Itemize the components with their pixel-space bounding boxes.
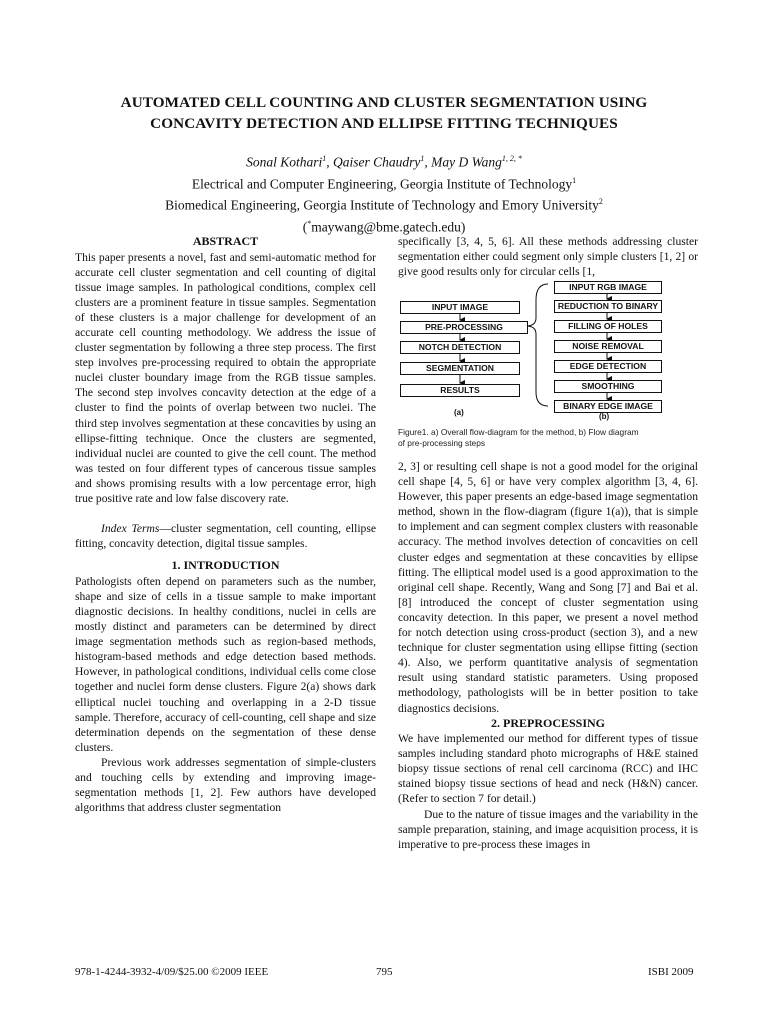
author-1: Sonal Kothari — [246, 154, 323, 170]
abstract-heading: ABSTRACT — [192, 234, 259, 248]
paper-title — [60, 92, 708, 134]
flow-box-input-image: INPUT IMAGE — [400, 301, 520, 314]
right-column-top-text: specifically [3, 4, 5, 6]. All these methods addressing cluster segmentation either could segment only simple clusters [1, 2] or give good results only for circular cells [1, — [398, 235, 698, 279]
flow-box-filling-of-holes: FILLING OF HOLES — [554, 320, 662, 333]
index-terms-text: cluster segmentation, cell counting, ellipse fitting, concavity detection, digital tissue samples. — [75, 522, 376, 551]
abstract-text: This paper presents a novel, fast and semi-automatic method for accurate cell cluster segmentation and cell counting of digital tissue image samples. In pathological conditions, complex cell clusters are a prominent feature in tissue samples. Segmentation of these clusters is a major challenge for development of an accurate cell counting methodology. We address the issue of cluster segmentation by following a three step process. The first step involves pre-processing required to obtain the appropriate nuclei cluster boundary image from the RGB tissue samples. The second step involves concavity detection at the edge of a cluster to find the points of overlap between two nuclei. The third step involves segmentation at these concavities by using an ellipse-fitting technique. Once the clusters are segmented, individual nuclei are counted to give the cell count. The method was tested on four different types of cancerous tissue samples and shows promising results with a low percentage error, high true positive rate and low false discovery rate. — [75, 250, 376, 505]
flow-box-edge-detection: EDGE DETECTION — [554, 360, 662, 373]
author-3: May D Wang — [431, 154, 502, 170]
intro-heading: 1. INTRODUCTION — [171, 558, 280, 573]
email-line — [0, 215, 768, 237]
footer-conference: ISBI 2009 — [648, 966, 694, 978]
affiliation-2-text: Biomedical Engineering, Georgia Institute of Technology and Emory University — [165, 197, 599, 213]
author-1-sup: 1 — [322, 154, 327, 163]
right-paragraph-continued: 2, 3] or resulting cell shape is not a good model for the original cell shape [4, 5, 6] or have very complex algorithm [3, 4, 6]. However, this paper presents an edge-based image segmentation method, shown in the flow-diagram (figure 1(a)), that is simple to implement and can segment complex clusters with reasonable accuracy. The method involves detection of concavities on cell cluster edges and segmentation at these concavities by ellipse fitting. The elliptical model used is a good approximation to the original cell shape. Recently, Wang and Song [7] and Bai et al. [8] introduced the concept of cluster segmentation using concavity detection. In this paper, we present a novel method for notch detection using cross-product (section 3), and a new technique for cluster segmentation using ellipse fitting (section 4). Also, we perform quantitative analysis of segmentation result using standard statistic parameters. Using proposed methodology, pathologists will be in better position to take diagnostics decisions. — [398, 460, 698, 715]
affiliation-2-sup: 2 — [598, 197, 603, 206]
author-3-sup: 1, 2, * — [501, 154, 522, 163]
author-2-sup: 1 — [420, 154, 425, 163]
flow-box-smoothing: SMOOTHING — [554, 380, 662, 393]
email-paren: ( — [302, 219, 308, 234]
flow-box-input-rgb-image: INPUT RGB IMAGE — [554, 281, 662, 294]
right-column-body — [398, 459, 698, 852]
affiliation-1-sup: 1 — [572, 175, 577, 185]
email-sup: * — [307, 218, 312, 228]
flow-box-reduction-to-binary: REDUCTION TO BINARY — [554, 300, 662, 313]
flow-box-pre-processing: PRE-PROCESSING — [400, 321, 528, 334]
index-terms — [75, 521, 376, 551]
flow-box-noise-removal: NOISE REMOVAL — [554, 340, 662, 353]
index-terms-label: Index Terms — [101, 522, 160, 536]
preprocessing-paragraph-1: We have implemented our method for different types of tissue samples including standard photo micrographs of H&E stained biopsy tissue sections of renal cell carcinoma (RCC) and IHC stained biopsy tissue sections of head and neck (H&N) cancer. (Refer to section 7 for detail.) — [398, 732, 698, 806]
title-line-2: CONCAVITY DETECTION AND ELLIPSE FITTING TECHNIQUES — [150, 115, 618, 132]
title-line-1: AUTOMATED CELL COUNTING AND CLUSTER SEGMENTATION USING — [120, 94, 648, 111]
figure-label-b: (b) — [599, 412, 610, 421]
flow-box-binary-edge-image: BINARY EDGE IMAGE — [554, 400, 662, 413]
figure-1-caption — [398, 427, 698, 448]
affiliation-2 — [0, 193, 768, 215]
index-terms-dash: — — [159, 522, 171, 536]
caption-line-2: of pre-processing steps — [398, 437, 486, 448]
author-2: Qaiser Chaudry — [333, 154, 421, 170]
affiliation-1-text: Electrical and Computer Engineering, Georgia Institute of Technology — [191, 176, 573, 191]
flow-box-segmentation: SEGMENTATION — [400, 362, 520, 375]
intro-paragraph-2: Previous work addresses segmentation of simple-clusters and touching cells by extending and improving image-segmentation methods [1, 2]. Few authors have developed algorithms that address cluster segmentation — [75, 755, 376, 815]
figure-1 — [396, 280, 701, 422]
footer-isbn: 978-1-4244-3932-4/09/$25.00 ©2009 IEEE — [75, 966, 269, 978]
affiliation-1 — [0, 172, 768, 194]
preprocessing-heading: 2. PREPROCESSING — [490, 715, 606, 730]
figure-label-a: (a) — [454, 408, 464, 417]
footer-page-number: 795 — [376, 966, 393, 978]
flow-box-notch-detection: NOTCH DETECTION — [400, 341, 520, 354]
email-address: maywang@bme.gatech.edu) — [311, 219, 466, 234]
author-block — [0, 150, 768, 236]
caption-line-1: Figure1. a) Overall flow-diagram for the method, b) Flow diagram — [398, 427, 639, 437]
left-column — [75, 234, 376, 815]
intro-paragraph-1: Pathologists often depend on parameters such as the number, shape and size of cells in a tissue sample to make important diagnostic decisions. In healthy conditions, nuclei in cells are mostly distinct and parameters can be determined by direct image segmentation methods such as region-based methods, histogram-based methods and edge detection based methods. However, in pathological conditions, individual cells come close together and nuclei form dense clusters. Figure 2(a) shows dark elliptical nuclei touching and overlapping in a 2-D tissue sample. Therefore, accuracy of cell-counting, cell shape and size determination depends on the segmentation of these dense clusters. — [75, 574, 376, 754]
flow-box-results: RESULTS — [400, 384, 520, 397]
preprocessing-paragraph-2: Due to the nature of tissue images and the variability in the sample preparation, staining, and image acquisition process, it is imperative to pre-process these images in — [398, 807, 698, 851]
author-names: Sonal Kothari$^1$, Qaiser Chaudry$^1$, May D Wang$^{1, 2, *}$ — [246, 154, 522, 170]
